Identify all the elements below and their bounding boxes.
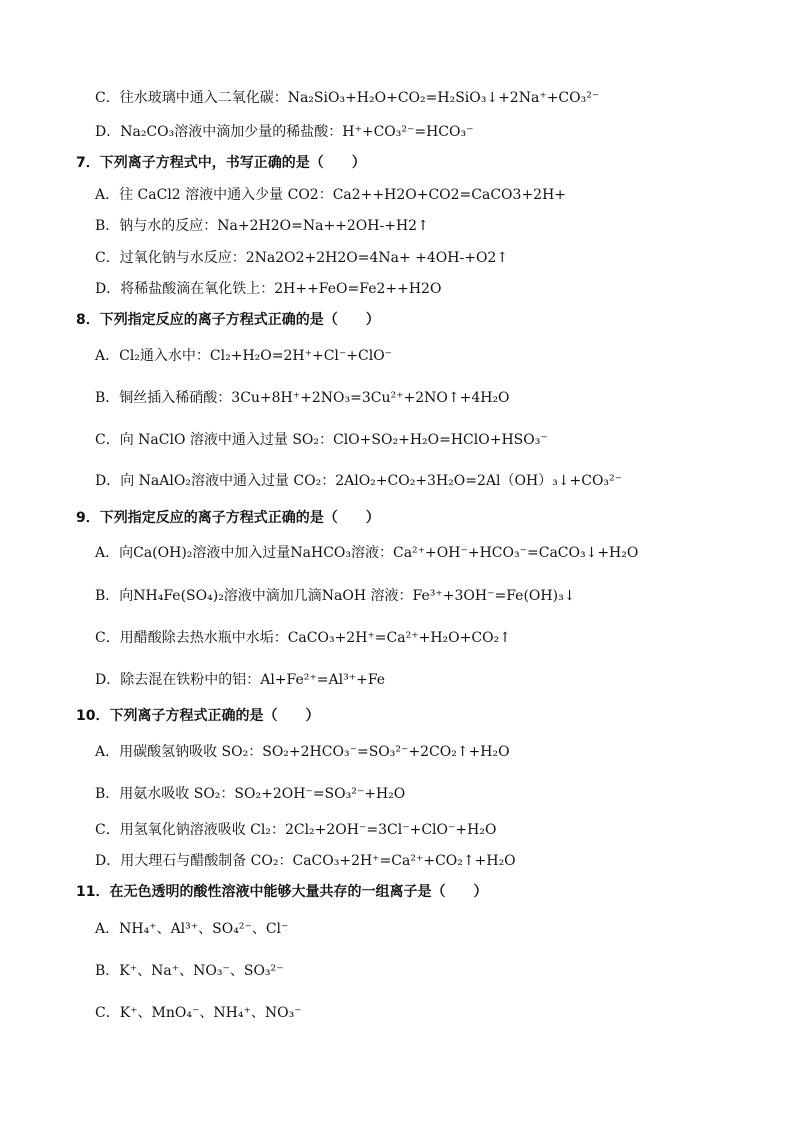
question-11-option-a: A．NH₄⁺、Al³⁺、SO₄²⁻、Cl⁻ xyxy=(95,921,289,937)
question-11-option-c: C．K⁺、MnO₄⁻、NH₄⁺、NO₃⁻ xyxy=(95,1005,302,1021)
question-7-option-c: C．过氧化钠与水反应：2Na2O2+2H2O=4Na+ +4OH-+O2↑ xyxy=(95,250,509,266)
question-7-option-b: B．钠与水的反应：Na+2H2O=Na++2OH-+H2↑ xyxy=(95,218,429,234)
question-8-option-c: C．向 NaClO 溶液中通入过量 SO₂：ClO+SO₂+H₂O=HClO+HSO₃⁻ xyxy=(95,432,548,448)
question-11-stem: 11．在无色透明的酸性溶液中能够大量共存的一组离子是（ ） xyxy=(76,884,488,900)
question-10-stem: 10．下列离子方程式正确的是（ ） xyxy=(76,708,320,724)
question-10-option-b: B．用氨水吸收 SO₂：SO₂+2OH⁻=SO₃²⁻+H₂O xyxy=(95,786,406,802)
question-7-option-d: D．将稀盐酸滴在氧化铁上：2H++FeO=Fe2++H2O xyxy=(95,281,442,297)
question-7-option-a: A．往 CaCl2 溶液中通入少量 CO2：Ca2++H2O+CO2=CaCO3+2H+ xyxy=(95,187,567,203)
question-8-option-d: D．向 NaAlO₂溶液中通入过量 CO₂：2AlO₂+CO₂+3H₂O=2Al（OH）₃↓+CO₃²⁻ xyxy=(95,473,623,489)
question-9-option-a: A．向Ca(OH)₂溶液中加入过量NaHCO₃溶液：Ca²⁺+OH⁻+HCO₃⁻=CaCO₃↓+H₂O xyxy=(95,545,639,561)
question-6-option-d: D．Na₂CO₃溶液中滴加少量的稀盐酸：H⁺+CO₃²⁻=HCO₃⁻ xyxy=(95,124,474,140)
question-10-option-d: D．用大理石与醋酸制备 CO₂：CaCO₃+2H⁺=Ca²⁺+CO₂↑+H₂O xyxy=(95,853,516,869)
question-10-option-a: A．用碳酸氢钠吸收 SO₂：SO₂+2HCO₃⁻=SO₃²⁻+2CO₂↑+H₂O xyxy=(95,744,510,760)
question-11-option-b: B．K⁺、Na⁺、NO₃⁻、SO₃²⁻ xyxy=(95,963,284,979)
question-9-stem: 9．下列指定反应的离子方程式正确的是（ ） xyxy=(76,510,380,526)
question-9-option-d: D．除去混在铁粉中的铝：Al+Fe²⁺=Al³⁺+Fe xyxy=(95,672,386,688)
question-9-option-c: C．用醋酸除去热水瓶中水垢：CaCO₃+2H⁺=Ca²⁺+H₂O+CO₂↑ xyxy=(95,630,511,646)
question-10-option-c: C．用氢氧化钠溶液吸收 Cl₂：2Cl₂+2OH⁻=3Cl⁻+ClO⁻+H₂O xyxy=(95,822,497,838)
question-8-option-a: A．Cl₂通入水中：Cl₂+H₂O=2H⁺+Cl⁻+ClO⁻ xyxy=(95,348,393,364)
question-7-stem: 7．下列离子方程式中，书写正确的是（ ） xyxy=(76,155,366,171)
question-8-stem: 8．下列指定反应的离子方程式正确的是（ ） xyxy=(76,312,380,328)
question-6-option-c: C．往水玻璃中通入二氧化碳：Na₂SiO₃+H₂O+CO₂=H₂SiO₃↓+2Na⁺+CO₃²⁻ xyxy=(95,90,600,106)
question-9-option-b: B．向NH₄Fe(SO₄)₂溶液中滴加几滴NaOH 溶液：Fe³⁺+3OH⁻=Fe(OH)₃↓ xyxy=(95,588,576,604)
question-8-option-b: B．铜丝插入稀硝酸：3Cu+8H⁺+2NO₃=3Cu²⁺+2NO↑+4H₂O xyxy=(95,390,510,406)
